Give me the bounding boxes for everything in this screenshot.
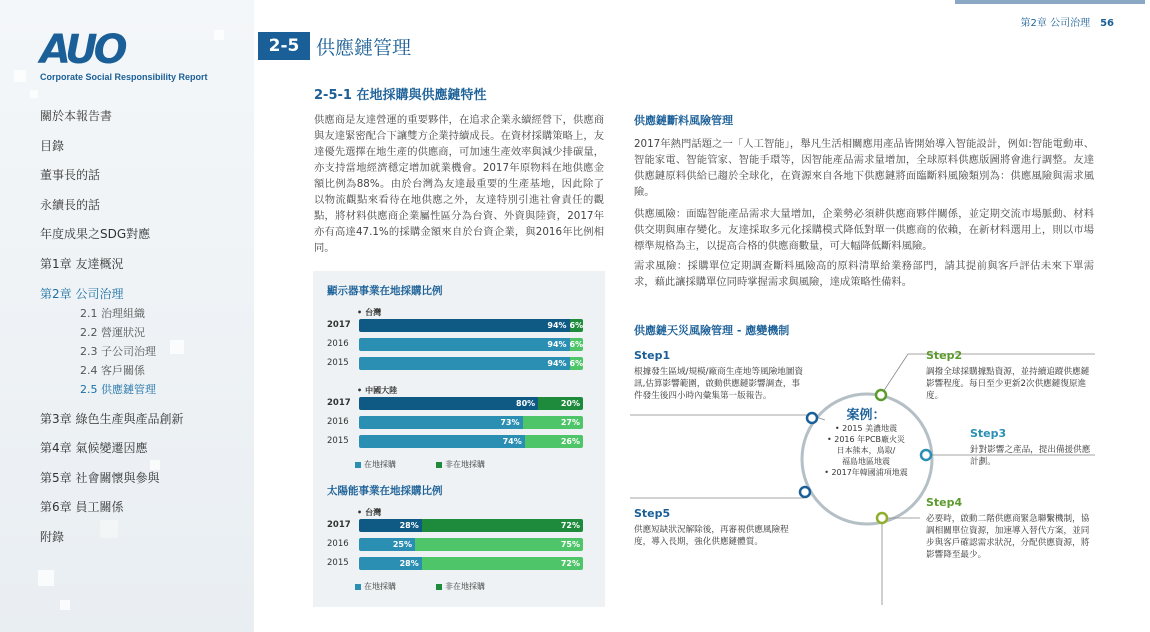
subsection-title: 2-5-1 在地採購與供應鏈特性 <box>314 88 487 103</box>
risk-paragraph-2: 供應風險：面臨智能產品需求大量增加，企業勢必須耕供應商夥伴關係，並定期交流市場脈動、材料供交期與庫存變化。友達採取多元化採購模式降低對單一供應商的依賴，在新材料選用上，則以市場標準規格為主，以提高合格的供應商數量，可大幅降低斷料風險。 <box>634 208 1094 252</box>
step5-text: 供應短缺狀況解除後，再審視供應風險程度，導入長期，強化供應鏈體質。 <box>634 525 789 547</box>
step1-text: 根據發生區域/規模/廠商生產地等風險地圖資訊,估算影響範圍，啟動供應鏈影響調查，事件發生後四小時內彙集第一版報告。 <box>634 367 804 401</box>
case-item: • 2017年韓國浦項地震 <box>824 468 908 477</box>
nav-item[interactable]: 第5章 社會關懷與參與 <box>40 470 160 485</box>
node-step2[interactable] <box>876 390 886 400</box>
nav-item[interactable]: 附錄 <box>40 529 65 544</box>
stacked-bar[interactable] <box>359 416 583 429</box>
legend-nonlocal: 非在地採購 <box>436 581 485 592</box>
nav-sub-list <box>40 304 240 399</box>
stacked-bar[interactable] <box>359 519 583 532</box>
chart-legend <box>355 459 485 470</box>
bar-local: 28% <box>359 519 422 532</box>
bar-nonlocal: 26% <box>525 435 583 448</box>
step3-title: Step3 <box>970 427 1007 440</box>
stacked-bar[interactable] <box>359 338 583 351</box>
nav-item[interactable]: 第1章 友達概況 <box>40 256 124 271</box>
bar-nonlocal: 20% <box>538 397 583 410</box>
node-step5[interactable] <box>800 487 810 497</box>
nav-sub-item[interactable]: 2.4 客戶關係 <box>80 363 145 377</box>
bar-local: 73% <box>359 416 523 429</box>
page-chapter: 第2章 公司治理 <box>1020 18 1091 29</box>
step3-text: 針對影響之產品，提出備援供應計劃。 <box>970 445 1091 467</box>
bar-local: 74% <box>359 435 525 448</box>
year-label: 2015 <box>327 358 349 368</box>
risk-title: 供應鏈斷料風險管理 <box>634 114 733 127</box>
bar-row <box>327 538 597 551</box>
chart-panel <box>313 271 605 607</box>
year-label: 2016 <box>327 417 349 427</box>
bar-local: 80% <box>359 397 538 410</box>
bar-nonlocal: 6% <box>569 321 583 330</box>
year-label: 2016 <box>327 339 349 349</box>
stacked-bar[interactable] <box>359 397 583 410</box>
bar-local: 94% <box>359 319 570 332</box>
stacked-bar[interactable] <box>359 557 583 570</box>
nav-item[interactable]: 永續長的話 <box>40 197 101 212</box>
bar-nonlocal: 6% <box>569 340 583 349</box>
stacked-bar[interactable] <box>359 319 583 332</box>
step4-title: Step4 <box>926 496 963 509</box>
region-label: • 台灣 <box>357 507 381 518</box>
nav-sub-item-active[interactable]: 2.5 供應鏈管理 <box>80 382 156 396</box>
bar-local: 25% <box>359 538 415 551</box>
bar-row <box>327 338 597 351</box>
risk-paragraph-1: 2017年熱門話題之一「人工智能」，舉凡生活相關應用產品皆開始導入智能設計，例如:智能電動車、智能家電、智能管家、智能手環等，因智能產品需求量增加，全球原料供應版圖將會進行調整。友達供應鏈原料供給已趨於全球化，在資源來自各地下供應鏈將面臨斷料風險類別為：供應風險與需求風險。 <box>634 138 1094 198</box>
step4-text: 必要時，啟動二階供應商緊急聯繫機制，協調相關單位資源，加速導入替代方案，並同步與客戶確認需求狀況，分配供應資源，將影響降至最少。 <box>926 514 1090 560</box>
nav-item[interactable]: 董事長的話 <box>40 168 101 183</box>
year-label: 2017 <box>327 520 351 530</box>
auo-logo[interactable] <box>40 27 208 82</box>
chart-title: 太陽能事業在地採購比例 <box>327 485 443 497</box>
section-title: 供應鏈管理 <box>316 36 412 59</box>
page-indicator <box>1021 14 1114 29</box>
nav-menu <box>40 106 240 557</box>
case-box <box>812 404 920 478</box>
node-step4[interactable] <box>877 513 887 523</box>
bar-nonlocal: 27% <box>523 416 583 429</box>
node-step3[interactable] <box>921 450 931 460</box>
year-label: 2017 <box>327 320 351 330</box>
logo-mark: AUO <box>40 27 124 73</box>
bar-row <box>327 319 597 332</box>
case-item: • 2015 美濃地震 <box>834 424 898 433</box>
disaster-title: 供應鏈天災風險管理 - 應變機制 <box>634 324 790 337</box>
case-item: • 2016 年PCB廠火災 <box>826 435 906 444</box>
nav-sub-item[interactable]: 2.1 治理組織 <box>80 306 145 320</box>
nav-item[interactable]: 年度成果之SDG對應 <box>40 227 151 242</box>
risk-paragraph-3: 需求風險：採購單位定期調查斷料風險高的原料清單給業務部門，請其提前與客戶評估未來下單需求，藉此讓採購單位同時掌握需求與風險，達成策略性備料。 <box>634 260 1094 288</box>
region-label: • 台灣 <box>357 307 381 318</box>
case-title: 案例： <box>846 408 886 423</box>
bar-row <box>327 357 597 370</box>
nav-item-active[interactable]: 第2章 公司治理 <box>40 286 124 301</box>
case-item: 福島地區地震 <box>842 457 890 466</box>
nav-item[interactable]: 第3章 綠色生產與產品創新 <box>40 411 184 426</box>
year-label: 2017 <box>327 398 351 408</box>
logo-subtitle: Corporate Social Responsibility Report <box>40 72 208 82</box>
section-number: 2-5 <box>258 32 310 60</box>
bar-row <box>327 519 597 532</box>
nav-sub-item[interactable]: 2.2 營運狀況 <box>80 325 145 339</box>
bar-row <box>327 397 597 410</box>
chart-legend <box>355 581 485 592</box>
sidebar <box>0 0 254 632</box>
step5-title: Step5 <box>634 507 671 520</box>
legend-nonlocal: 非在地採購 <box>436 459 485 470</box>
chart-title: 顯示器事業在地採購比例 <box>327 285 443 297</box>
bar-local: 28% <box>359 557 422 570</box>
stacked-bar[interactable] <box>359 357 583 370</box>
top-accent-line <box>955 0 1145 4</box>
page-number: 56 <box>1100 18 1114 29</box>
nav-item[interactable]: 目錄 <box>40 138 65 153</box>
nav-item[interactable]: 第4章 氣候變遷因應 <box>40 441 148 456</box>
step1-title: Step1 <box>634 349 671 362</box>
bar-row <box>327 416 597 429</box>
case-item: 日本熊本，鳥取/ <box>836 446 896 455</box>
stacked-bar[interactable] <box>359 435 583 448</box>
legend-local: 在地採購 <box>355 581 396 592</box>
legend-local: 在地採購 <box>355 459 396 470</box>
bar-nonlocal: 72% <box>422 557 583 570</box>
bar-local: 94% <box>359 357 570 370</box>
connector-step2 <box>881 354 908 395</box>
region-label: • 中國大陸 <box>357 385 397 396</box>
bar-local: 94% <box>359 338 570 351</box>
bar-row <box>327 435 597 448</box>
stacked-bar[interactable] <box>359 538 583 551</box>
nav-item[interactable]: 關於本報告書 <box>40 109 113 123</box>
year-label: 2015 <box>327 558 349 568</box>
year-label: 2016 <box>327 539 349 549</box>
section-header <box>258 32 411 60</box>
step2-title: Step2 <box>926 349 963 362</box>
step2-text: 調撥全球採購據點資源，並持續追蹤供應鏈影響程度。每日至少更新2次供應鏈復原進度。 <box>926 367 1090 401</box>
bar-nonlocal: 6% <box>569 359 583 368</box>
year-label: 2015 <box>327 436 349 446</box>
bar-nonlocal: 72% <box>422 519 583 532</box>
nav-sub-item[interactable]: 2.3 子公司治理 <box>80 344 156 358</box>
bar-row <box>327 557 597 570</box>
bar-nonlocal: 75% <box>415 538 583 551</box>
subsection-body: 供應商是友達營運的重要夥伴，在追求企業永續經營下，供應商與友達緊密配合下讓雙方企業持續成長。在資材採購策略上，友達優先選擇在地生產的供應商，可加速生產效率與減少排碳量，亦支持當地經濟穩定增加就業機會。2017年原物料在地供應金額比例為88%。由於台灣為友達最重要的生產基地，因此除了以物流觀點來看待在地供應之外，友達特別引進社會責任的觀點，將材料供應商企業屬性區分為台資、外資與陸資，2017年亦有高達47.1%的採購金額來自於台資企業，與2016年比例相同。 <box>314 114 604 254</box>
nav-item[interactable]: 第6章 員工關係 <box>40 500 124 515</box>
